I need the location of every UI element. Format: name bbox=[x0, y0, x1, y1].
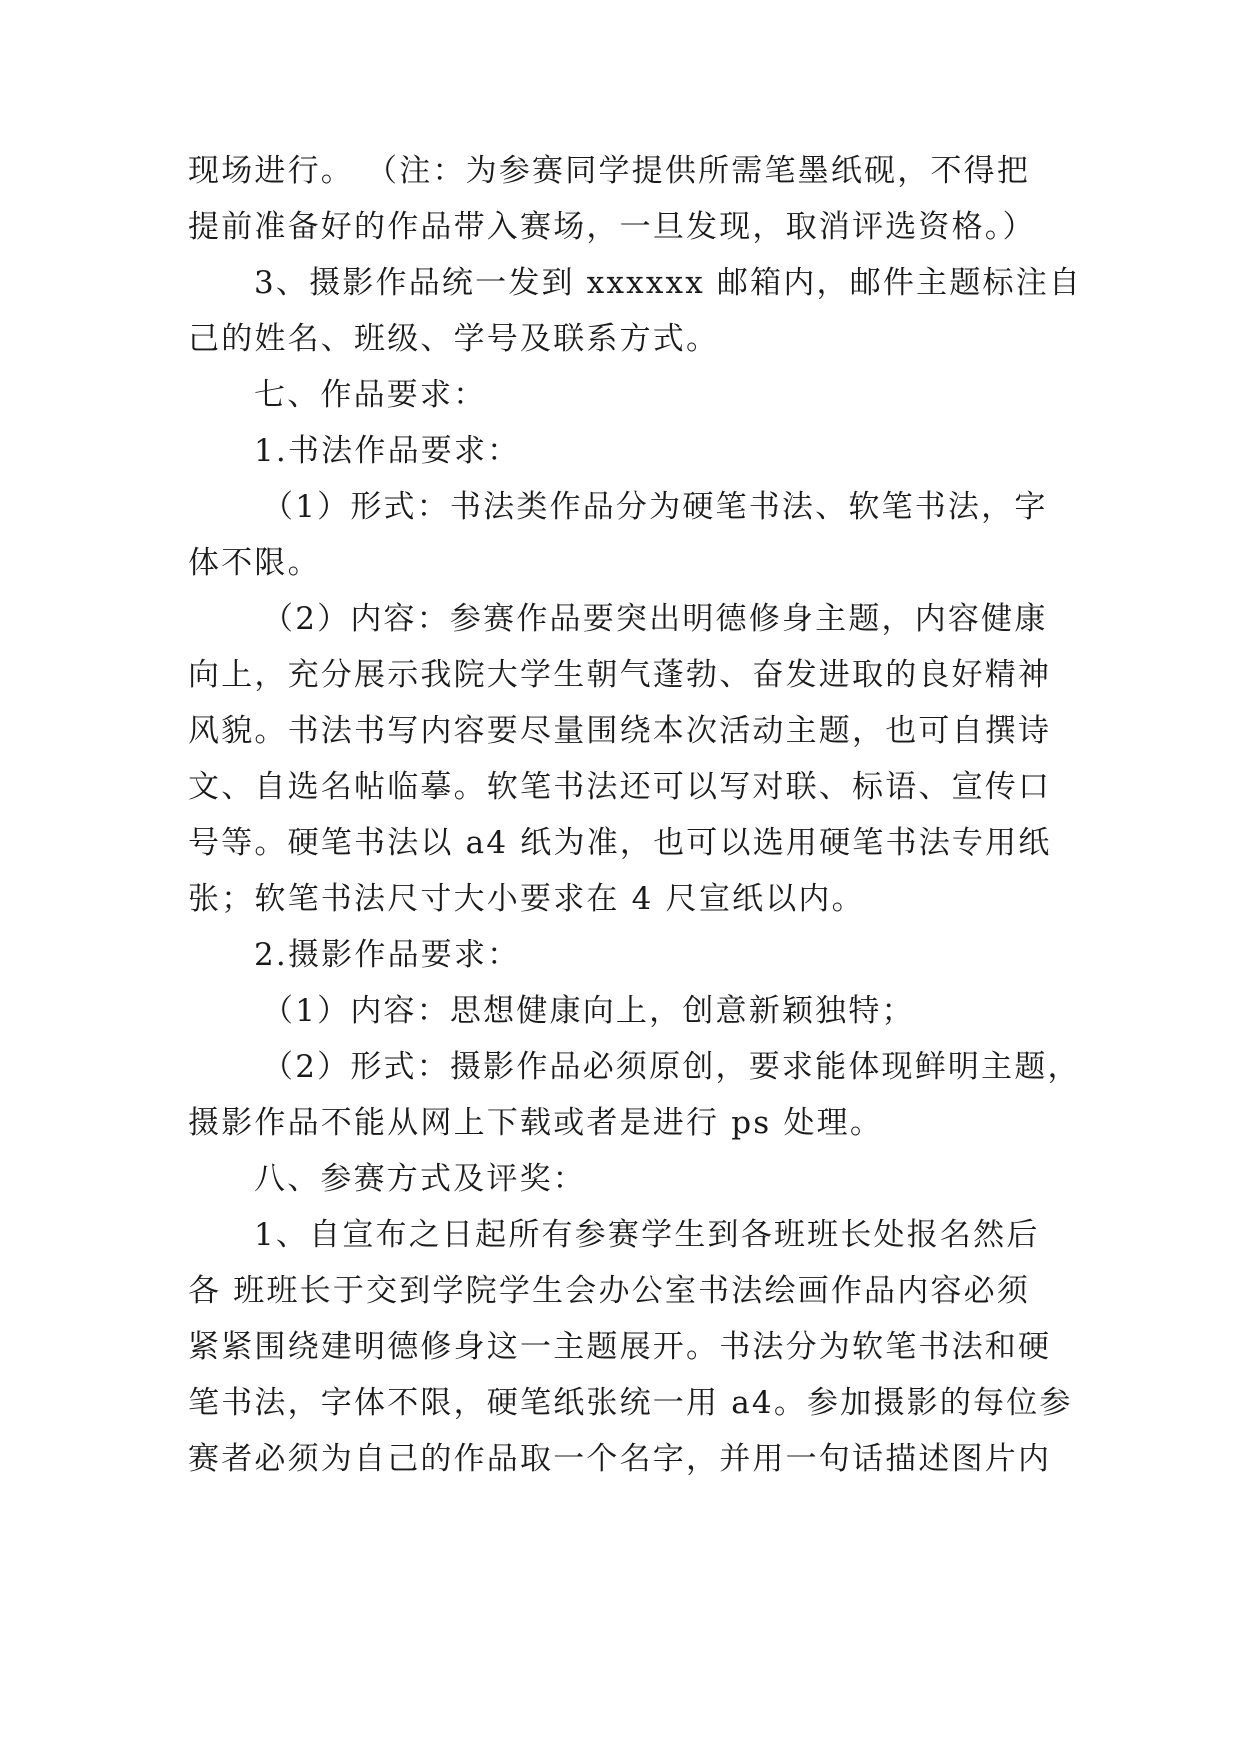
text-line: （2）形式：摄影作品必须原创，要求能体现鲜明主题， bbox=[262, 1049, 1081, 1085]
text-line: 各 班班长于交到学院学生会办公室书法绘画作品内容必须 bbox=[188, 1273, 1031, 1309]
text-line: 赛者必须为自己的作品取一个名字，并用一句话描述图片内 bbox=[188, 1441, 1052, 1477]
text-line: 1、自宣布之日起所有参赛学生到各班班长处报名然后 bbox=[254, 1217, 1040, 1253]
text-line: （1）内容：思想健康向上，创意新颖独特； bbox=[262, 993, 915, 1029]
text-line: （2）内容：参赛作品要突出明德修身主题，内容健康 bbox=[262, 601, 1048, 637]
text-line: 提前准备好的作品带入赛场，一旦发现，取消评选资格。） bbox=[188, 209, 1036, 245]
text-line: 文、自选名帖临摹。软笔书法还可以写对联、标语、宣传口 bbox=[188, 769, 1052, 805]
text-line: 现场进行。 （注：为参赛同学提供所需笔墨纸砚，不得把 bbox=[188, 153, 1031, 189]
section-heading: 八、参赛方式及评奖： bbox=[254, 1161, 586, 1197]
text-line: 紧紧围绕建明德修身这一主题展开。书法分为软笔书法和硬 bbox=[188, 1329, 1052, 1365]
text-line: 摄影作品不能从网上下载或者是进行 ps 处理。 bbox=[188, 1105, 884, 1141]
text-line: 向上，充分展示我院大学生朝气蓬勃、奋发进取的良好精神 bbox=[188, 657, 1052, 693]
subsection-heading: 2.摄影作品要求： bbox=[254, 937, 521, 973]
text-line: 3、摄影作品统一发到 xxxxxx 邮箱内，邮件主题标注自 bbox=[254, 265, 1083, 301]
section-heading: 七、作品要求： bbox=[254, 377, 487, 413]
text-line: 体不限。 bbox=[188, 545, 321, 581]
text-line: 己的姓名、班级、学号及联系方式。 bbox=[188, 321, 720, 357]
text-line: （1）形式：书法类作品分为硬笔书法、软笔书法，字 bbox=[262, 489, 1048, 525]
subsection-heading: 1.书法作品要求： bbox=[254, 433, 521, 469]
text-line: 风貌。书法书写内容要尽量围绕本次活动主题，也可自撰诗 bbox=[188, 713, 1052, 749]
text-line: 号等。硬笔书法以 a4 纸为准，也可以选用硬笔书法专用纸 bbox=[188, 825, 1052, 861]
text-line: 笔书法，字体不限，硬笔纸张统一用 a4。参加摄影的每位参 bbox=[188, 1385, 1073, 1421]
text-line: 张；软笔书法尺寸大小要求在 4 尺宣纸以内。 bbox=[188, 881, 865, 917]
